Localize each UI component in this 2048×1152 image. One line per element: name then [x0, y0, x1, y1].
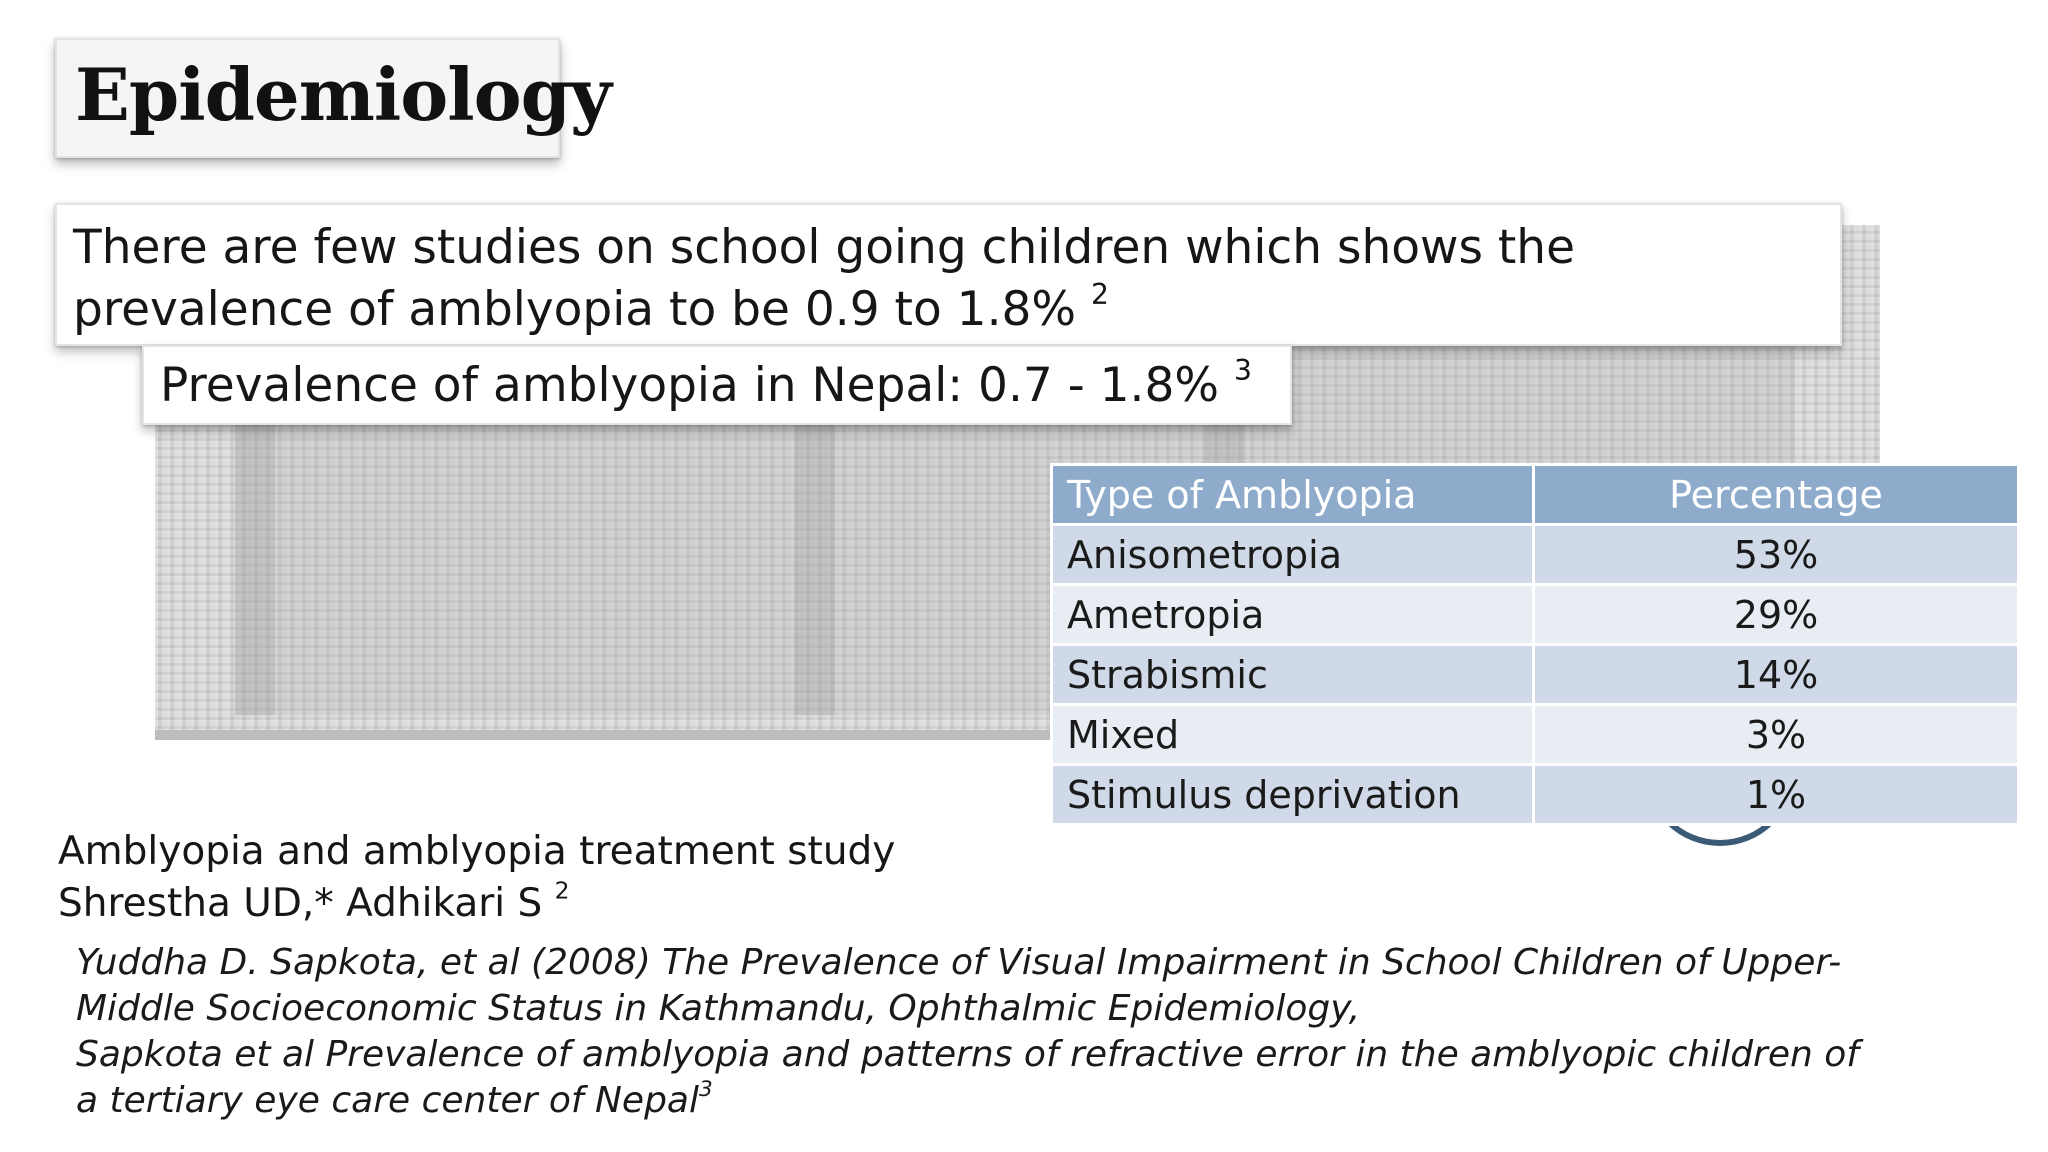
citation-superscript: 3	[1234, 353, 1252, 387]
source-study-title: Amblyopia and amblyopia treatment study	[58, 829, 896, 874]
table-row	[1052, 525, 2019, 585]
table-row	[1052, 765, 2019, 825]
references-block	[76, 940, 1859, 1124]
reference-line-text: a tertiary eye care center of Nepal	[76, 1080, 699, 1121]
percentage-cell: 3%	[1534, 705, 2019, 765]
column-header-type: Type of Amblyopia	[1052, 465, 1534, 525]
reference-line: Yuddha D. Sapkota, et al (2008) The Prevalence of Visual Impairment in School Children of Upper-	[76, 942, 1842, 983]
table-row	[1052, 585, 2019, 645]
citation-superscript: 3	[699, 1076, 713, 1102]
column-header-percentage: Percentage	[1534, 465, 2019, 525]
reference-line: Middle Socioeconomic Status in Kathmandu, Ophthalmic Epidemiology,	[76, 988, 1361, 1029]
type-cell: Stimulus deprivation	[1052, 765, 1534, 825]
citation-superscript: 2	[554, 876, 570, 905]
reference-line: Sapkota et al Prevalence of amblyopia and patterns of refractive error in the amblyopic children of	[76, 1034, 1859, 1075]
citation-superscript: 2	[1091, 277, 1109, 311]
table-header-row	[1052, 465, 2019, 525]
title-box	[55, 38, 611, 158]
percentage-cell: 29%	[1534, 585, 2019, 645]
table-row	[1052, 705, 2019, 765]
type-cell: Mixed	[1052, 705, 1534, 765]
prevalence-statement-box	[55, 203, 1842, 346]
slide-title: Epidemiology	[75, 52, 611, 137]
type-cell: Anisometropia	[1052, 525, 1534, 585]
amblyopia-type-table	[1050, 463, 2020, 826]
prevalence-statement	[73, 217, 1833, 341]
reference-line	[76, 1078, 1856, 1124]
percentage-cell: 1%	[1534, 765, 2019, 825]
table-row	[1052, 645, 2019, 705]
source-authors	[58, 878, 570, 930]
prevalence-statement-text: There are few studies on school going children which shows the prevalence of amblyopia to be 0.9 to 1.8%	[73, 220, 1576, 337]
type-cell: Strabismic	[1052, 645, 1534, 705]
percentage-cell: 53%	[1534, 525, 2019, 585]
nepal-prevalence	[160, 353, 1252, 416]
type-cell: Ametropia	[1052, 585, 1534, 645]
nepal-prevalence-box	[142, 345, 1292, 425]
percentage-cell: 14%	[1534, 645, 2019, 705]
nepal-prevalence-text: Prevalence of amblyopia in Nepal: 0.7 - 1.8%	[160, 358, 1220, 413]
source-authors-text: Shrestha UD,* Adhikari S	[58, 881, 543, 926]
